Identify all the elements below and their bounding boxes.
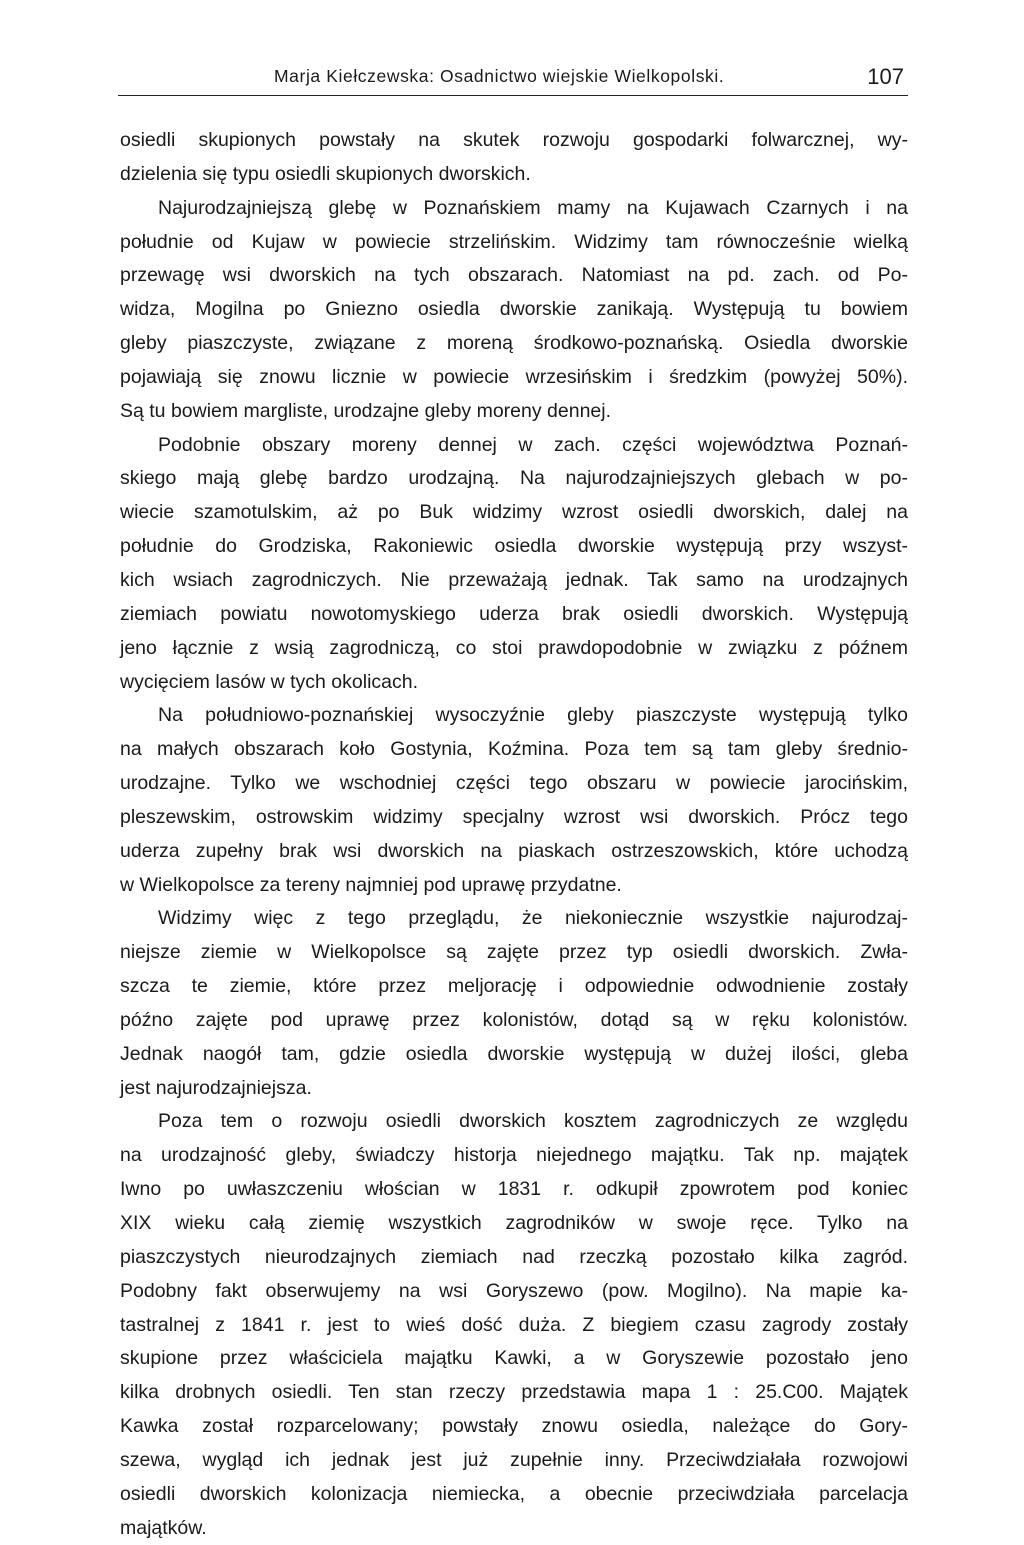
text-line: XIX wieku całą ziemię wszystkich zagrodników w swoje ręce. Tylko na <box>120 1212 908 1234</box>
text-line: na urodzajność gleby, świadczy historja niejednego majątku. Tak np. majątek <box>120 1144 908 1167</box>
text-line: pleszewskim, ostrowskim widzimy specjalny wzrost wsi dworskich. Prócz tego <box>120 805 908 828</box>
text-line: szcza te ziemie, które przez meljorację i odpowiednie odwodnienie zostały <box>120 975 908 998</box>
text-line: niejsze ziemie w Wielkopolsce są zajęte przez typ osiedli dworskich. Zwła- <box>120 941 908 964</box>
text-line: ziemiach powiatu nowotomyskiego uderza brak osiedli dworskich. Występują <box>120 602 908 625</box>
text-line: późno zajęte pod uprawę przez kolonistów, dotąd są w ręku kolonistów. <box>120 1008 908 1031</box>
text-line: dzielenia się typu osiedli skupionych dworskich. <box>120 162 531 185</box>
text-line: południe od Kujaw w powiecie strzelińskim. Widzimy tam równocześnie wielką <box>120 230 908 253</box>
text-line: majątków. <box>120 1516 207 1539</box>
text-line: wycięciem lasów w tych okolicach. <box>120 670 419 693</box>
page-header <box>118 62 908 96</box>
text-line: piaszczystych nieurodzajnych ziemiach nad rzeczką pozostało kilka zagród. <box>120 1245 908 1268</box>
running-head: Marja Kiełczewska: Osadnictwo wiejskie Wielkopolski. <box>274 66 725 86</box>
text-line: jeno łącznie z wsią zagrodniczą, co stoi prawdopodobnie w związku z późnem <box>120 636 908 659</box>
text-line: Na południowo-poznańskiej wysoczyźnie gleby piaszczyste występują tylko <box>158 704 908 727</box>
text-line: przewagę wsi dworskich na tych obszarach. Natomiast na pd. zach. od Po- <box>120 264 908 287</box>
text-line: Widzimy więc z tego przeglądu, że niekoniecznie wszystkie najurodzaj- <box>158 907 908 930</box>
text-line: w Wielkopolsce za tereny najmniej pod uprawę przydatne. <box>120 873 622 896</box>
text-line: pojawiają się znowu licznie w powiecie wrzesińskim i średzkim (powyżej 50%). <box>120 365 908 388</box>
text-line: Poza tem o rozwoju osiedli dworskich kosztem zagrodniczych ze względu <box>158 1110 908 1133</box>
text-line: Iwno po uwłaszczeniu włościan w 1831 r. odkupił zpowrotem pod koniec <box>120 1178 908 1201</box>
text-line: Najurodzajniejszą glebę w Poznańskiem mamy na Kujawach Czarnych i na <box>158 196 908 219</box>
text-line: Jednak naogół tam, gdzie osiedla dworskie występują w dużej ilości, gleba <box>120 1042 908 1065</box>
text-line: jest najurodzajniejsza. <box>120 1076 312 1099</box>
text-line: gleby piaszczyste, związane z moreną środkowo-poznańską. Osiedla dworskie <box>120 332 908 355</box>
text-line: Kawka został rozparcelowany; powstały znowu osiedla, należące do Gory- <box>120 1415 908 1438</box>
text-line: osiedli skupionych powstały na skutek rozwoju gospodarki folwarcznej, wy- <box>120 129 908 151</box>
text-line: kich wsiach zagrodniczych. Nie przeważają jednak. Tak samo na urodzajnych <box>120 568 908 591</box>
text-line: skiego mają glebę bardzo urodzajną. Na najurodzajniejszych glebach w po- <box>120 467 908 490</box>
text-line: skupione przez właściciela majątku Kawki, a w Goryszewie pozostało jeno <box>120 1347 908 1370</box>
body-text <box>120 124 908 1545</box>
text-line: osiedli dworskich kolonizacja niemiecka, a obecnie przeciwdziała parcelacja <box>120 1482 908 1505</box>
text-line: południe do Grodziska, Rakoniewic osiedla dworskie występują przy wszyst- <box>120 535 908 558</box>
text-line: kilka drobnych osiedli. Ten stan rzeczy przedstawia mapa 1 : 25.C00. Majątek <box>120 1381 908 1404</box>
text-line: tastralnej z 1841 r. jest to wieś dość duża. Z biegiem czasu zagrody zostały <box>120 1313 908 1336</box>
page-number: 107 <box>867 64 904 89</box>
text-line: widza, Mogilna po Gniezno osiedla dworskie zanikają. Występują tu bowiem <box>120 298 908 321</box>
text-line: Podobnie obszary moreny dennej w zach. części województwa Poznań- <box>158 433 908 456</box>
text-line: Podobny fakt obserwujemy na wsi Goryszewo (pow. Mogilno). Na mapie ka- <box>120 1279 908 1302</box>
text-line: Są tu bowiem margliste, urodzajne gleby moreny dennej. <box>120 399 612 422</box>
text-line: urodzajne. Tylko we wschodniej części tego obszaru w powiecie jarocińskim, <box>120 772 908 795</box>
text-line: wiecie szamotulskim, aż po Buk widzimy wzrost osiedli dworskich, dalej na <box>120 501 908 524</box>
text-line: szewa, wygląd ich jednak jest już zupełnie inny. Przeciwdziałała rozwojowi <box>120 1448 908 1471</box>
text-line: na małych obszarach koło Gostynia, Koźmina. Poza tem są tam gleby średnio- <box>120 738 908 761</box>
header-rule <box>118 95 908 96</box>
text-line: uderza zupełny brak wsi dworskich na piaskach ostrzeszowskich, które uchodzą <box>120 839 908 862</box>
